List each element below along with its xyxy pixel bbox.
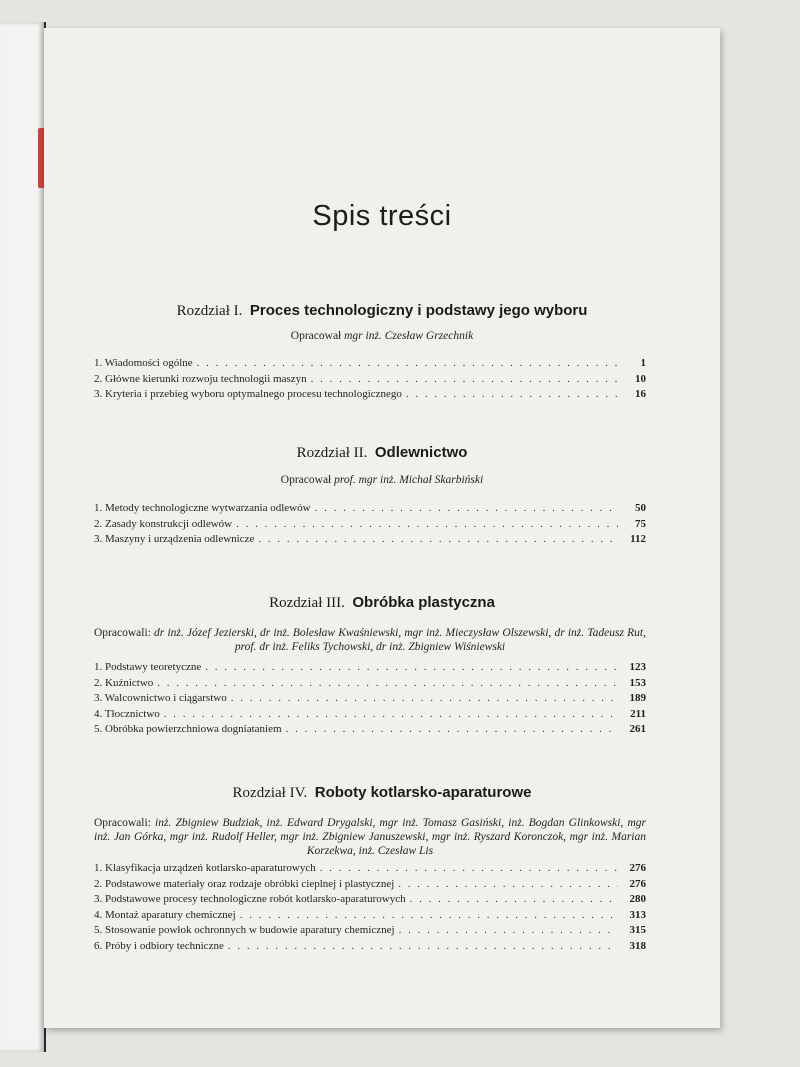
toc-page: 189 <box>629 692 646 704</box>
toc-leader <box>399 924 618 936</box>
toc-label: 1. Podstawy teoretyczne <box>94 661 202 673</box>
toc-row[interactable] <box>94 388 646 404</box>
toc-label: 3. Maszyny i urządzenia odlewnicze <box>94 533 255 545</box>
toc-leader <box>231 692 618 704</box>
toc-leader <box>164 708 618 720</box>
chapter-3-title: Obróbka plastyczna <box>352 594 495 611</box>
toc-row[interactable] <box>94 909 646 925</box>
toc-leader <box>240 909 618 921</box>
toc-label: 1. Metody technologiczne wytwarzania odlewów <box>94 502 311 514</box>
toc-row[interactable] <box>94 533 646 549</box>
toc-page: 276 <box>629 862 646 874</box>
toc-row[interactable] <box>94 940 646 956</box>
chapter-1-author-names: mgr inż. Czesław Grzechnik <box>344 330 474 342</box>
toc-label: 6. Próby i odbiory techniczne <box>94 939 224 952</box>
chapter-4-title: Roboty kotlarsko-aparaturowe <box>314 784 532 801</box>
toc-label: 2. Główne kierunki rozwoju technologii maszyn <box>94 372 307 385</box>
chapter-4-toc <box>94 862 646 955</box>
toc-page: 75 <box>635 517 646 530</box>
toc-label: 1. Wiadomości ogólne <box>94 357 193 369</box>
toc-row[interactable] <box>94 878 646 894</box>
toc-label: 5. Stosowanie powłok ochronnych w budowie aparatury chemicznej <box>94 924 395 936</box>
toc-page: 123 <box>629 661 646 673</box>
chapter-4-authors <box>94 816 646 858</box>
toc-label: 4. Montaż aparatury chemicznej <box>94 908 236 921</box>
toc-row[interactable] <box>94 924 646 940</box>
chapter-3-authors <box>94 626 646 654</box>
chapter-2-prefix: Rozdział II. <box>296 445 368 461</box>
toc-page: 112 <box>630 533 646 545</box>
toc-leader <box>228 940 618 952</box>
toc-label: 4. Tłocznictwo <box>94 707 160 720</box>
toc-row[interactable] <box>94 677 646 693</box>
toc-row[interactable] <box>94 708 646 724</box>
toc-label: 2. Kuźnictwo <box>94 676 154 689</box>
toc-leader <box>315 502 618 514</box>
toc-page: 211 <box>630 707 646 720</box>
toc-row[interactable] <box>94 502 646 518</box>
toc-label: 5. Obróbka powierzchniowa dogniataniem <box>94 723 282 735</box>
toc-page: 50 <box>635 502 646 514</box>
chapter-3-heading <box>44 594 720 612</box>
toc-label: 2. Zasady konstrukcji odlewów <box>94 517 233 530</box>
toc-row[interactable] <box>94 373 646 389</box>
toc-row[interactable] <box>94 661 646 677</box>
toc-page: 261 <box>629 723 646 735</box>
toc-page: 280 <box>629 893 646 905</box>
toc-label: 1. Klasyfikacja urządzeń kotlarsko-aparaturowych <box>94 862 316 874</box>
chapter-3-author-names: dr inż. Józef Jezierski, dr inż. Bolesław Kwaśniewski, mgr inż. Mieczysław Olszewski, dr inż. Tadeusz Rut, prof. dr inż. Feliks Tychowski, dr inż. Zbigniew Wiśniewski <box>154 627 646 653</box>
book-page <box>44 28 720 1028</box>
chapter-2-author-names: prof. mgr inż. Michał Skarbiński <box>334 474 484 486</box>
toc-page: 1 <box>640 357 646 369</box>
toc-leader <box>320 862 618 874</box>
chapter-3-toc <box>94 661 646 739</box>
chapter-1-toc <box>94 357 646 404</box>
toc-label: 3. Podstawowe procesy technologiczne robót kotlarsko-aparaturowych <box>94 893 406 905</box>
chapter-1-heading <box>44 302 720 320</box>
toc-row[interactable] <box>94 518 646 534</box>
chapter-4-author-label: Opracowali: <box>94 817 151 829</box>
toc-row[interactable] <box>94 692 646 708</box>
toc-label: 2. Podstawowe materiały oraz rodzaje obróbki cieplnej i plastycznej <box>94 877 395 890</box>
toc-leader <box>311 373 618 385</box>
toc-page: 16 <box>635 388 646 400</box>
toc-leader <box>197 357 618 369</box>
chapter-2-title: Odlewnictwo <box>374 444 468 461</box>
toc-leader <box>205 661 618 673</box>
toc-page: 313 <box>629 908 646 921</box>
toc-leader <box>398 878 618 890</box>
toc-page: 318 <box>629 939 646 952</box>
toc-page: 276 <box>629 877 646 890</box>
toc-label: 3. Walcownictwo i ciągarstwo <box>94 692 227 704</box>
toc-page: 315 <box>629 924 646 936</box>
chapter-4-heading <box>44 784 720 802</box>
chapter-4-prefix: Rozdział IV. <box>232 785 308 801</box>
toc-row[interactable] <box>94 862 646 878</box>
chapter-2-toc <box>94 502 646 549</box>
toc-row[interactable] <box>94 723 646 739</box>
toc-page: 153 <box>629 676 646 689</box>
chapter-1-prefix: Rozdział I. <box>176 303 243 319</box>
toc-leader <box>286 723 618 735</box>
toc-leader <box>410 893 618 905</box>
chapter-2-author-label: Opracował <box>280 474 332 486</box>
toc-row[interactable] <box>94 893 646 909</box>
chapter-1-author-label: Opracował <box>290 330 342 342</box>
chapter-3-author-label: Opracowali: <box>94 627 151 639</box>
chapter-2-heading <box>44 444 720 462</box>
chapter-4-author-names: inż. Zbigniew Budziak, inż. Edward Drygalski, mgr inż. Tomasz Gasiński, inż. Bogdan Glinkowski, mgr inż. Jan Górka, mgr inż. Rudolf Heller, mgr inż. Zbigniew Januszewski, mgr inż. Ryszard Koronczok, mgr inż. Marian Korzekwa, inż. Czesław Lis <box>94 817 646 857</box>
chapter-2-authors <box>44 474 720 486</box>
page-title: Spis treści <box>312 200 452 232</box>
toc-leader <box>258 533 618 545</box>
chapter-1-authors <box>44 330 720 342</box>
toc-label: 3. Kryteria i przebieg wyboru optymalnego procesu technologicznego <box>94 388 402 400</box>
toc-leader <box>157 677 618 689</box>
toc-leader <box>406 388 618 400</box>
chapter-1-title: Proces technologiczny i podstawy jego wyboru <box>249 302 588 319</box>
toc-page: 10 <box>635 372 646 385</box>
toc-row[interactable] <box>94 357 646 373</box>
chapter-3-prefix: Rozdział III. <box>269 595 345 611</box>
toc-leader <box>236 518 618 530</box>
